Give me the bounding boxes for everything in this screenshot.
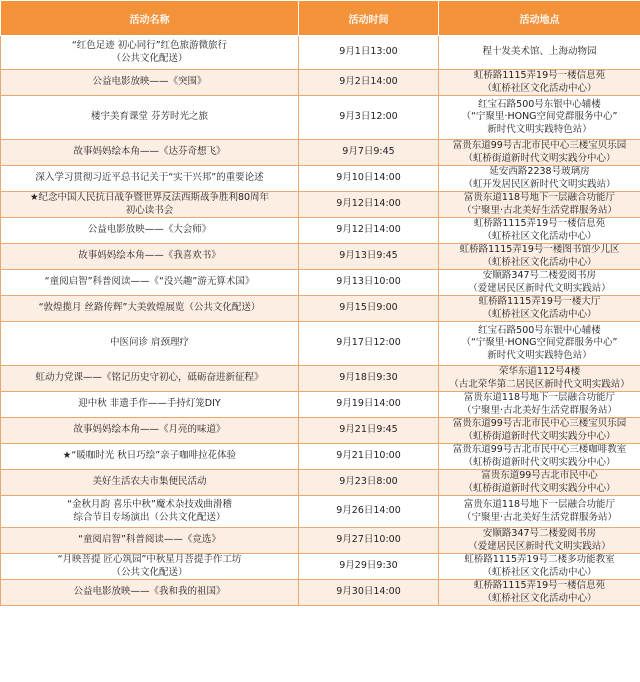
activity-location-cell-text: （虹桥街道新时代文明实践分中心） — [463, 430, 616, 442]
activity-time-cell: 9月10日14:00 — [299, 166, 439, 192]
activity-location-cell-text: （虹桥街道新时代文明实践分中心） — [463, 456, 616, 468]
activity-name-cell — [1, 470, 299, 496]
activity-location-cell — [439, 322, 640, 366]
activity-location-cell-text: （虹桥社区文化活动中心） — [482, 256, 597, 268]
activity-location-cell — [439, 218, 640, 244]
activity-location-cell-text: 虹桥路1115弄19号一楼大厅 — [478, 296, 601, 307]
activity-location-cell-text: 荣华东道112号4楼 — [498, 366, 581, 377]
activity-location-cell-text: （宁聚里·古北美好生活党群服务站） — [461, 404, 618, 416]
activity-location-cell — [439, 270, 640, 296]
activity-name-cell-text: 故事妈妈绘本角——《月亮的味道》 — [73, 424, 226, 436]
activity-location-cell-text: （宁聚里·古北美好生活党群服务站） — [461, 511, 618, 523]
activity-time-cell: 9月7日9:45 — [299, 140, 439, 166]
activity-location-cell-text: （虹桥街道新时代文明实践分中心） — [463, 482, 616, 494]
activity-location-cell-text: （虹开发居民区新时代文明实践站） — [463, 178, 616, 190]
header-activity-time: 活动时间 — [299, 1, 439, 36]
table-row — [1, 296, 640, 322]
activity-location-cell — [439, 418, 640, 444]
activity-location-cell-text: 程十发美术馆、上海动物园 — [482, 46, 597, 58]
table-row — [1, 140, 640, 166]
activity-location-cell — [439, 70, 640, 96]
table-row — [1, 554, 640, 580]
activity-name-cell-text: “金秋月韵 喜乐中秋”魔术杂技戏曲滑稽 — [67, 499, 232, 510]
activity-name-cell — [1, 366, 299, 392]
activity-time-cell: 9月17日12:00 — [299, 322, 439, 366]
activity-location-cell-text: （虹桥社区文化活动中心） — [482, 308, 597, 320]
activity-name-cell — [1, 192, 299, 218]
activity-location-cell — [439, 554, 640, 580]
activity-name-cell — [1, 270, 299, 296]
activity-location-cell-text: 红宝石路500号东银中心辅楼 — [478, 324, 601, 336]
activity-location-cell-text: 新时代文明实践特色站） — [487, 123, 592, 135]
activity-name-cell — [1, 496, 299, 528]
activity-name-cell-text: （公共文化配送） — [111, 566, 188, 578]
activity-name-cell — [1, 322, 299, 366]
activity-location-cell-text: 虹桥路1115弄19号一楼图书馆少儿区 — [459, 244, 620, 255]
activity-name-cell-text: “童阅启智”科普阅读——《“没兴趣”游无算术国》 — [44, 276, 255, 288]
table-row — [1, 36, 640, 70]
activity-time-cell: 9月21日9:45 — [299, 418, 439, 444]
activity-location-cell-text: （爱建居民区新时代文明实践站） — [468, 282, 611, 294]
activity-time-cell: 9月13日10:00 — [299, 270, 439, 296]
table-body — [1, 36, 640, 606]
activity-name-cell-text: 公益电影放映——《突围》 — [92, 76, 207, 88]
activity-name-cell-text: 故事妈妈绘本角——《我喜欢书》 — [78, 250, 221, 262]
activity-location-cell — [439, 496, 640, 528]
activity-location-cell — [439, 470, 640, 496]
activity-name-cell-text: 迎中秋 非遗手作——手持灯笼DIY — [78, 398, 221, 410]
activity-time-cell: 9月26日14:00 — [299, 496, 439, 528]
activity-name-cell — [1, 96, 299, 140]
activity-name-cell-text: 初心读书会 — [125, 204, 174, 216]
activity-name-cell-text: 美好生活农夫市集便民活动 — [92, 476, 207, 488]
activity-location-cell-text: 虹桥路1115弄19号一楼信息苑 — [473, 218, 606, 229]
activity-location-cell-text: （古北荣华第二居民区新时代文明实践站） — [449, 378, 630, 390]
activity-name-cell — [1, 70, 299, 96]
table-row — [1, 580, 640, 606]
activity-location-cell-text: 富贵东道99号古北市民中心三楼宝贝乐园 — [452, 140, 627, 151]
activity-name-cell — [1, 418, 299, 444]
activity-location-cell-text: 延安西路2238号玻璃房 — [489, 166, 590, 177]
table-row — [1, 166, 640, 192]
activity-location-cell-text: 虹桥路1115弄19号一楼信息苑 — [473, 580, 606, 591]
table-row — [1, 528, 640, 554]
activity-location-cell-text: （“宁聚里·HONG空间党群服务中心” — [461, 337, 618, 349]
activity-location-cell — [439, 366, 640, 392]
table-header — [1, 1, 640, 36]
table-row — [1, 418, 640, 444]
table-row — [1, 496, 640, 528]
activity-location-cell-text: 富贵东道118号地下一层融合功能厅 — [463, 192, 616, 203]
activity-location-cell-text: 虹桥路1115弄19号二楼多功能教室 — [464, 554, 615, 565]
activity-name-cell-text: “敦煌揽月 丝路传辉”大美敦煌展览（公共文化配送） — [38, 302, 261, 314]
activity-location-cell-text: 富贵东道118号地下一层融合功能厅 — [463, 499, 616, 510]
activity-name-cell-text: “红色足迹 初心同行”红色旅游微旅行 — [71, 40, 228, 51]
table-row — [1, 444, 640, 470]
activity-time-cell: 9月2日14:00 — [299, 70, 439, 96]
activity-name-cell — [1, 166, 299, 192]
activity-name-cell — [1, 444, 299, 470]
header-activity-location: 活动地点 — [439, 1, 640, 36]
activity-name-cell — [1, 36, 299, 70]
activity-name-cell-text: 故事妈妈绘本角——《达芬奇想飞》 — [73, 146, 226, 158]
activity-location-cell — [439, 444, 640, 470]
activity-name-cell-text: 综合节目专场演出（公共文化配送） — [73, 511, 226, 523]
activity-name-cell — [1, 528, 299, 554]
activity-location-cell-text: （虹桥社区文化活动中心） — [482, 566, 597, 578]
activity-location-cell-text: 红宝石路500号东银中心辅楼 — [478, 98, 601, 110]
activity-name-cell-text: “童阅启智”科普阅读——《竞选》 — [78, 534, 221, 546]
table-row — [1, 70, 640, 96]
activity-location-cell — [439, 140, 640, 166]
table-row — [1, 322, 640, 366]
header-activity-name: 活动名称 — [1, 1, 299, 36]
activity-location-cell — [439, 392, 640, 418]
activity-time-cell: 9月19日14:00 — [299, 392, 439, 418]
activity-location-cell — [439, 166, 640, 192]
activity-name-cell — [1, 392, 299, 418]
activity-time-cell: 9月21日10:00 — [299, 444, 439, 470]
activity-location-cell-text: （虹桥社区文化活动中心） — [482, 230, 597, 242]
activity-location-cell-text: 富贵东道99号古北市民中心三楼咖啡教室 — [452, 444, 627, 455]
activity-location-cell-text: 新时代文明实践特色站） — [487, 349, 592, 361]
activity-location-cell-text: （爱建居民区新时代文明实践站） — [468, 540, 611, 552]
table-row — [1, 270, 640, 296]
activity-location-cell-text: 安顺路347号二楼爱阅书房 — [482, 270, 597, 281]
activity-name-cell-text: 虹动力党课——《铭记历史守初心，砥砺奋进新征程》 — [35, 372, 264, 384]
activity-location-cell — [439, 528, 640, 554]
activity-name-cell — [1, 580, 299, 606]
activity-name-cell-text: 深入学习贯彻习近平总书记关于“实干兴邦”的重要论述 — [35, 172, 264, 184]
activity-location-cell-text: 富贵东道99号古北市民中心三楼宝贝乐园 — [452, 418, 627, 429]
activity-location-cell — [439, 36, 640, 70]
activity-time-cell: 9月15日9:00 — [299, 296, 439, 322]
table-row — [1, 218, 640, 244]
activity-location-cell — [439, 296, 640, 322]
activity-name-cell — [1, 218, 299, 244]
activity-name-cell-text: 公益电影放映——《我和我的祖国》 — [73, 586, 226, 598]
activity-name-cell-text: ★纪念中国人民抗日战争暨世界反法西斯战争胜利80周年 — [29, 192, 270, 203]
activity-name-cell — [1, 296, 299, 322]
table-row — [1, 244, 640, 270]
activity-location-cell-text: （虹桥街道新时代文明实践分中心） — [463, 152, 616, 164]
activity-location-cell — [439, 192, 640, 218]
activity-name-cell — [1, 554, 299, 580]
activity-time-cell: 9月18日9:30 — [299, 366, 439, 392]
activity-name-cell — [1, 244, 299, 270]
activity-location-cell-text: （虹桥社区文化活动中心） — [482, 592, 597, 604]
activity-location-cell — [439, 580, 640, 606]
table-row — [1, 470, 640, 496]
table-row — [1, 392, 640, 418]
activity-time-cell: 9月12日14:00 — [299, 192, 439, 218]
activity-location-cell-text: 虹桥路1115弄19号一楼信息苑 — [473, 70, 606, 81]
activity-time-cell: 9月13日9:45 — [299, 244, 439, 270]
activity-location-cell-text: （“宁聚里·HONG空间党群服务中心” — [461, 111, 618, 123]
activity-name-cell-text: ★“暖咖时光 秋日巧绘”亲子咖啡拉花体验 — [62, 450, 237, 462]
activity-time-cell: 9月12日14:00 — [299, 218, 439, 244]
activity-location-cell-text: 富贵东道118号地下一层融合功能厅 — [463, 392, 616, 403]
table-row — [1, 366, 640, 392]
activity-name-cell-text: （公共文化配送） — [111, 52, 188, 64]
activity-time-cell: 9月27日10:00 — [299, 528, 439, 554]
activity-time-cell: 9月30日14:00 — [299, 580, 439, 606]
table-row — [1, 192, 640, 218]
table-row — [1, 96, 640, 140]
activity-name-cell-text: 中医问诊 肩颈理疗 — [109, 337, 190, 349]
activity-time-cell: 9月29日9:30 — [299, 554, 439, 580]
activity-location-cell-text: 富贵东道99号古北市民中心 — [481, 470, 598, 481]
activity-name-cell-text: 公益电影放映——《大会师》 — [87, 224, 212, 236]
activity-name-cell-text: “月映菩提 匠心筑园”中秋星月菩提手作工坊 — [57, 554, 242, 565]
activity-time-cell: 9月23日8:00 — [299, 470, 439, 496]
activity-location-cell — [439, 244, 640, 270]
activity-time-cell: 9月3日12:00 — [299, 96, 439, 140]
activity-name-cell — [1, 140, 299, 166]
activity-name-cell-text: 楼宇美育课堂 芬芳时光之旅 — [90, 111, 209, 123]
activity-time-cell: 9月1日13:00 — [299, 36, 439, 70]
activity-location-cell — [439, 96, 640, 140]
activity-location-cell-text: （虹桥社区文化活动中心） — [482, 82, 597, 94]
activity-location-cell-text: 安顺路347号二楼爱阅书房 — [482, 528, 597, 539]
activity-location-cell-text: （宁聚里·古北美好生活党群服务站） — [461, 204, 618, 216]
